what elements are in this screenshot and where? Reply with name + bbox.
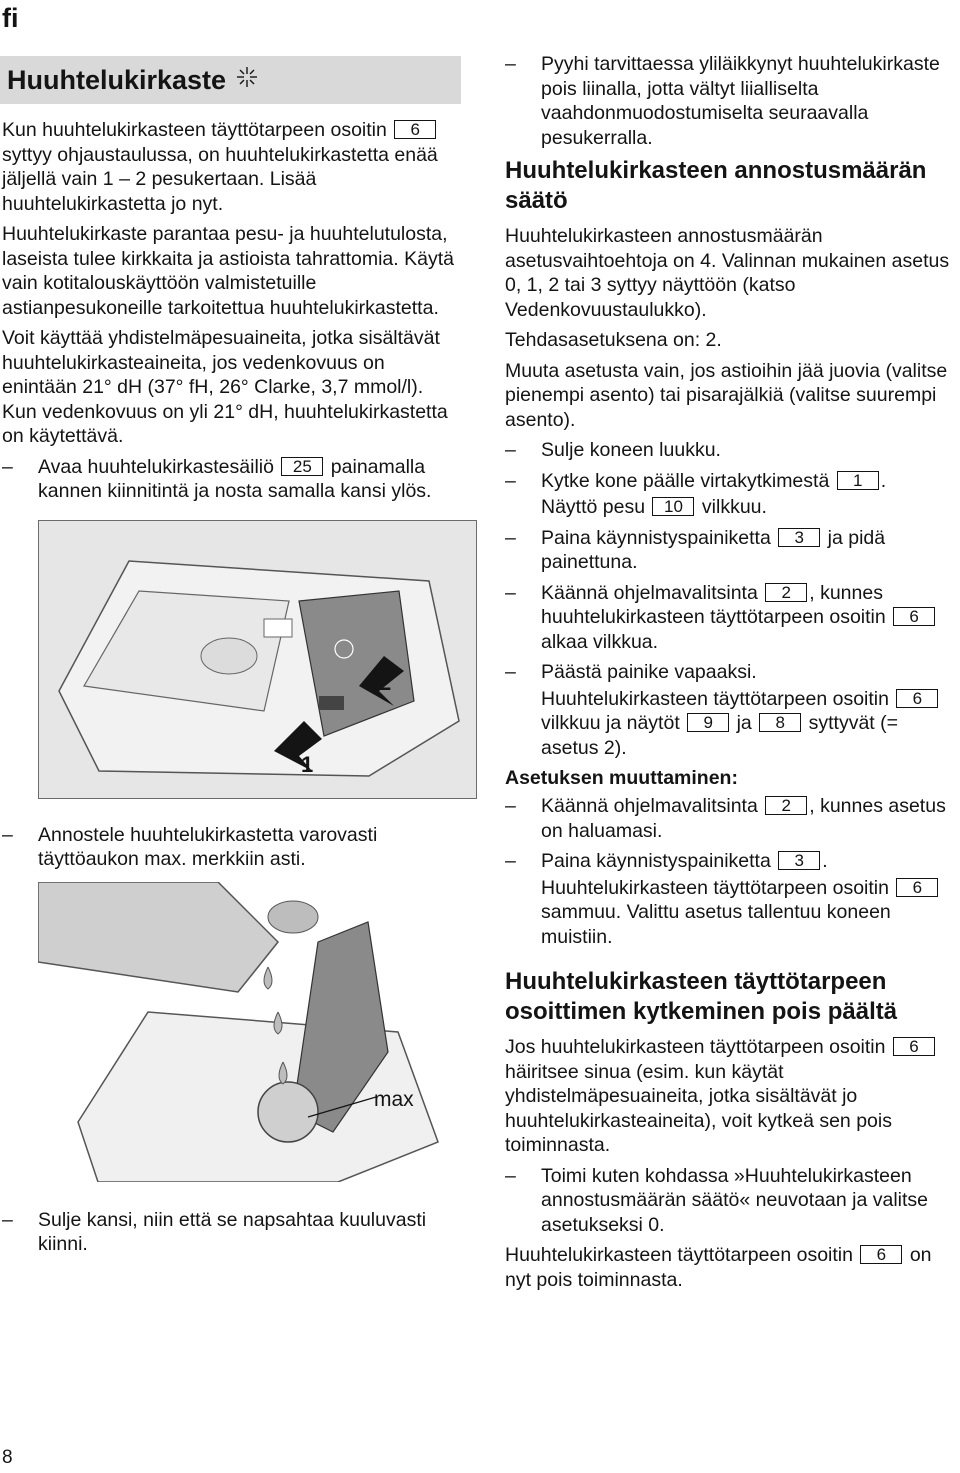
language-code: fi: [2, 3, 19, 33]
indicator-key-6: 6: [896, 878, 938, 897]
heading-dosage-setting: Huuhtelukirkasteen annostusmäärän säätö: [505, 157, 927, 214]
indicator-key-6: 6: [893, 607, 935, 626]
indicator-key-6: 6: [860, 1245, 902, 1264]
indicator-key-6: 6: [896, 689, 938, 708]
step-press-start: – Paina käynnistyspainiketta 3 .: [505, 849, 960, 874]
figure-arrow-label-1: 1: [301, 751, 314, 777]
program-selector-key-2: 2: [765, 796, 807, 815]
sparkle-icon: [236, 66, 258, 94]
paragraph-factory-setting: Tehdasasetuksena on: 2.: [505, 329, 722, 351]
start-button-key-3: 3: [778, 851, 820, 870]
figure-open-dispenser: [38, 520, 477, 799]
step-close-door: – Sulje koneen luukku.: [505, 438, 960, 463]
section-title-bar: [0, 56, 461, 104]
paragraph-benefits: Huuhtelukirkaste parantaa pesu- ja huuhtelutulosta, laseista tulee kirkkaita ja astioista tahrattomia. Käytä vain kotitalouskäyttöön valmistetuille astianpesukoneille tarkoitettua huuhtelukirkastetta.: [2, 223, 454, 319]
step-release-button: – Päästä painike vapaaksi.: [505, 660, 960, 685]
left-column: [2, 56, 462, 1263]
container-key-25: 25: [281, 457, 323, 476]
step-open-container: – Avaa huuhtelukirkastesäiliö 25 painamalla kannen kiinnitintä ja nosta samalla kansi ylös.: [2, 455, 462, 504]
step-change-selector: – Käännä ohjelmavalitsinta 2 , kunnes asetus on haluamasi.: [505, 794, 960, 843]
program-selector-key-2: 2: [765, 583, 807, 602]
paragraph-indicator-disabled: Huuhtelukirkasteen täyttötarpeen osoitin 6 on nyt pois toiminnasta.: [505, 1244, 932, 1291]
figure-fill-rinse-aid: [38, 882, 475, 1182]
paragraph-change-when: Muuta asetusta vain, jos astioihin jää juovia (valitse pienempi asento) tai pisarajälkiä (valitse suurempi asento).: [505, 359, 948, 431]
step-hold-start: – Paina käynnistyspainiketta 3 ja pidä painettuna.: [505, 526, 960, 575]
heading-change-setting: Asetuksen muuttaminen:: [505, 767, 738, 789]
step-release-result: Huuhtelukirkasteen täyttötarpeen osoitin 6 vilkkuu ja näytöt 9 ja 8 syttyvät (= asetus 2).: [505, 687, 960, 761]
paragraph-dosage-options: Huuhtelukirkasteen annostusmäärän asetusvaihtoehtoja on 4. Valinnan mukainen asetus 0, 1, 2 tai 3 syttyy näyttöön (katso Vedenkovuustaulukko).: [505, 225, 950, 321]
paragraph-combination-detergent: Voit käyttää yhdistelmäpesuaineita, jotka sisältävät huuhtelukirkasteaineita, jos vedenkovuus on enintään 21° dH (37° fH, 26° Clarke, 3,7 mmol/l). Kun vedenkovuus on yli 21° dH, huuhtelukirkastetta on käytettävä.: [2, 327, 448, 447]
max-marker-label: max: [374, 1087, 414, 1111]
step-set-zero: – Toimi kuten kohdassa »Huuhtelukirkasteen annostusmäärän säätö« neuvotaan ja valitse asetukseksi 0.: [505, 1164, 960, 1238]
indicator-key-6: 6: [394, 120, 436, 139]
start-button-key-3: 3: [778, 528, 820, 547]
step-dose-rinse-aid: – Annostele huuhtelukirkastetta varovasti täyttöaukon max. merkkiin asti.: [2, 823, 462, 872]
power-switch-key-1: 1: [837, 471, 879, 490]
dispenser-illustration: [39, 521, 476, 798]
heading-disable-indicator: Huuhtelukirkasteen täyttötarpeen osoittimen kytkeminen pois päältä: [505, 968, 898, 1025]
step-close-lid: – Sulje kansi, niin että se napsahtaa kuuluvasti kiinni.: [2, 1208, 462, 1257]
step-power-on-result: Näyttö pesu 10 vilkkuu.: [541, 496, 767, 518]
step-press-start-result: Huuhtelukirkasteen täyttötarpeen osoitin 6 sammuu. Valittu asetus tallentuu koneen muistiin.: [505, 876, 960, 950]
right-column: [505, 52, 960, 1298]
display-key-8: 8: [759, 713, 801, 732]
paragraph-refill-indicator: Kun huuhtelukirkasteen täyttötarpeen osoitin 6 syttyy ohjaustaulussa, on huuhtelukirkastetta enää jäljellä vain 1 – 2 pesukertaan. Lisää huuhtelukirkastetta jo nyt.: [2, 119, 438, 215]
step-turn-selector: – Käännä ohjelmavalitsinta 2 , kunnes huuhtelukirkasteen täyttötarpeen osoitin 6 alkaa vilkkua.: [505, 581, 960, 655]
indicator-key-6: 6: [893, 1037, 935, 1056]
section-title: Huuhtelukirkaste: [7, 64, 227, 95]
display-key-9: 9: [687, 713, 729, 732]
display-key-10: 10: [652, 497, 694, 516]
step-power-on: – Kytke kone päälle virtakytkimestä 1 .: [505, 469, 960, 494]
page-number: 8: [2, 1447, 13, 1468]
paragraph-disable-reason: Jos huuhtelukirkasteen täyttötarpeen osoitin 6 häiritsee sinua (esim. kun käytät yhdistelmäpesuaineita, jotka sisältävät jo huuhtelukirkasteaineita), voit kytkeä sen pois toiminnasta.: [505, 1035, 960, 1158]
figure-arrow-label-2: 2: [379, 669, 392, 695]
filling-illustration: [38, 882, 475, 1182]
step-wipe-spill: – Pyyhi tarvittaessa yliläikkynyt huuhtelukirkaste pois liinalla, jotta vältyt liialliselta vaahdonmuodostumiselta seuraavalla pesukerralla.: [505, 52, 960, 150]
